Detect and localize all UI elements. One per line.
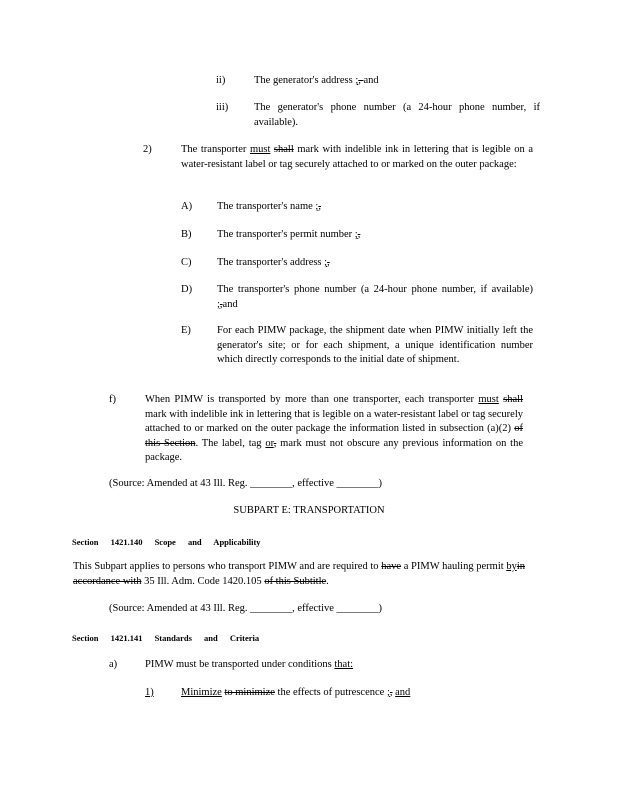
source-note: (Source: Amended at 43 Ill. Reg. ________, effective ________) — [109, 603, 383, 614]
list-marker-a1: 1) — [145, 687, 154, 698]
list-marker-iii: iii) — [216, 102, 229, 113]
deleted-text: in accordance with — [73, 561, 525, 587]
list-item-a: PIMW must be transported under conditions that: — [145, 659, 354, 670]
inserted-text: Minimize — [181, 687, 222, 698]
deleted-text: of this Section — [145, 423, 523, 449]
item-text: and — [363, 75, 379, 86]
section-paragraph-140: This Subpart applies to persons who transport PIMW and are required to have a PIMW hauling permit byin accordance with 35 Ill. Adm. Code 1420.105 of this Subtitle. — [73, 561, 525, 587]
list-marker-E: E) — [181, 325, 191, 336]
deleted-text: have — [381, 561, 402, 572]
inserted-text: must — [249, 144, 271, 155]
inserted-text: ; — [315, 201, 319, 212]
list-item-f: When PIMW is transported by more than one transporter, each transporter must shall mark with indelible ink in lettering that is legible on a water-resistant label or tag securely attached to or marked on the outer package the information listed in subsection (a)(2) of this Section. The label, tag or, mark must not obscure any previous information on the package. — [145, 394, 523, 463]
list-marker-D: D) — [181, 284, 193, 295]
deleted-text: , — [219, 298, 223, 310]
deleted-text: , — [389, 687, 393, 698]
inserted-text: ; — [355, 75, 359, 86]
deleted-text: , — [318, 201, 321, 212]
inserted-text: must — [478, 394, 499, 405]
list-marker-2: 2) — [143, 144, 152, 155]
list-marker-B: B) — [181, 229, 192, 240]
list-marker-f: f) — [109, 394, 116, 405]
subpart-title: SUBPART E: TRANSPORTATION — [233, 505, 385, 516]
inserted-text: ; — [386, 687, 390, 698]
list-item-a1: Minimize to minimize the effects of putrescence ;, and — [181, 687, 411, 698]
inserted-text: and — [395, 687, 411, 698]
deleted-text: shall — [503, 394, 523, 405]
deleted-text: , — [358, 75, 364, 86]
list-item-B: The transporter's permit number ;, — [217, 229, 361, 240]
list-item-iii: The generator's phone number (a 24-hour phone number, if available). — [254, 102, 540, 128]
source-note: (Source: Amended at 43 Ill. Reg. ________, effective ________) — [109, 478, 383, 489]
list-marker-A: A) — [181, 201, 193, 212]
inserted-text: that: — [334, 659, 354, 670]
inserted-text: by — [506, 561, 517, 572]
item-text: The generator's address — [254, 75, 356, 86]
list-marker-ii: ii) — [216, 75, 226, 86]
deleted-text: , — [273, 437, 277, 449]
list-item-2: The transporter must shall mark with indelible ink in lettering that is legible on a water-resistant label or tag securely attached to or marked on the outer package: — [181, 144, 533, 170]
deleted-text: to minimize — [224, 687, 275, 698]
inserted-text: ; — [324, 257, 328, 268]
inserted-text: ; — [217, 298, 220, 310]
list-item-ii — [254, 74, 379, 89]
deleted-text: , — [357, 229, 361, 240]
section-heading-1421-140: Section 1421.140 Scope and Applicability — [72, 537, 261, 547]
section-heading-1421-141: Section 1421.141 Standards and Criteria — [72, 633, 260, 643]
list-marker-C: C) — [181, 257, 192, 268]
deleted-text: , — [327, 257, 330, 268]
inserted-text: ; — [354, 229, 358, 240]
list-marker-a: a) — [109, 659, 118, 670]
list-item-E: For each PIMW package, the shipment date when PIMW initially left the generator's site; or for each shipment, a unique identification number which directly corresponds to the initial date of shipment. — [217, 325, 533, 365]
inserted-text: or — [265, 437, 274, 449]
list-item-D: The transporter's phone number (a 24-hour phone number, if available) ;,and — [217, 284, 533, 310]
list-item-C: The transporter's address ;, — [217, 257, 330, 268]
deleted-text: of this Subtitle — [264, 575, 327, 587]
list-item-A: The transporter's name ;, — [217, 201, 321, 212]
deleted-text: shall — [273, 144, 294, 155]
